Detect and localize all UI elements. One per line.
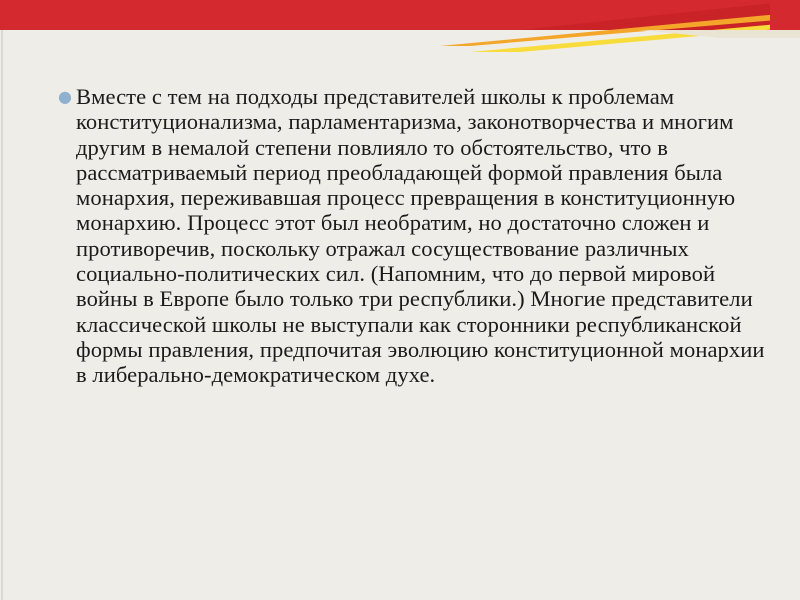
bullet-item (58, 84, 770, 388)
right-margin (770, 0, 800, 600)
content-area (58, 84, 770, 388)
bullet-dot-icon: ● (58, 87, 72, 106)
bullet-text: Вместе с тем на подходы представителей школы к проблемам конституционализма, парламентаризма, законотворчества и многим другим в немалой степени повлияло то обстоятельство, что в рассматриваемый период преобладающей формой правления была монархия, переживавшая процесс превращения в конституционную монархию. Процесс этот был необратим, но достаточно сложен и противоречив, поскольку отражал сосуществование различных социально-политических сил. (Напомним, что до первой мировой войны в Европе было только три республики.) Многие представители классической школы не выступали как сторонники республиканской формы правления, предпочитая эволюцию конституционной монархии в либерально-демократическом духе. (76, 84, 765, 388)
band-right-end (770, 0, 800, 30)
